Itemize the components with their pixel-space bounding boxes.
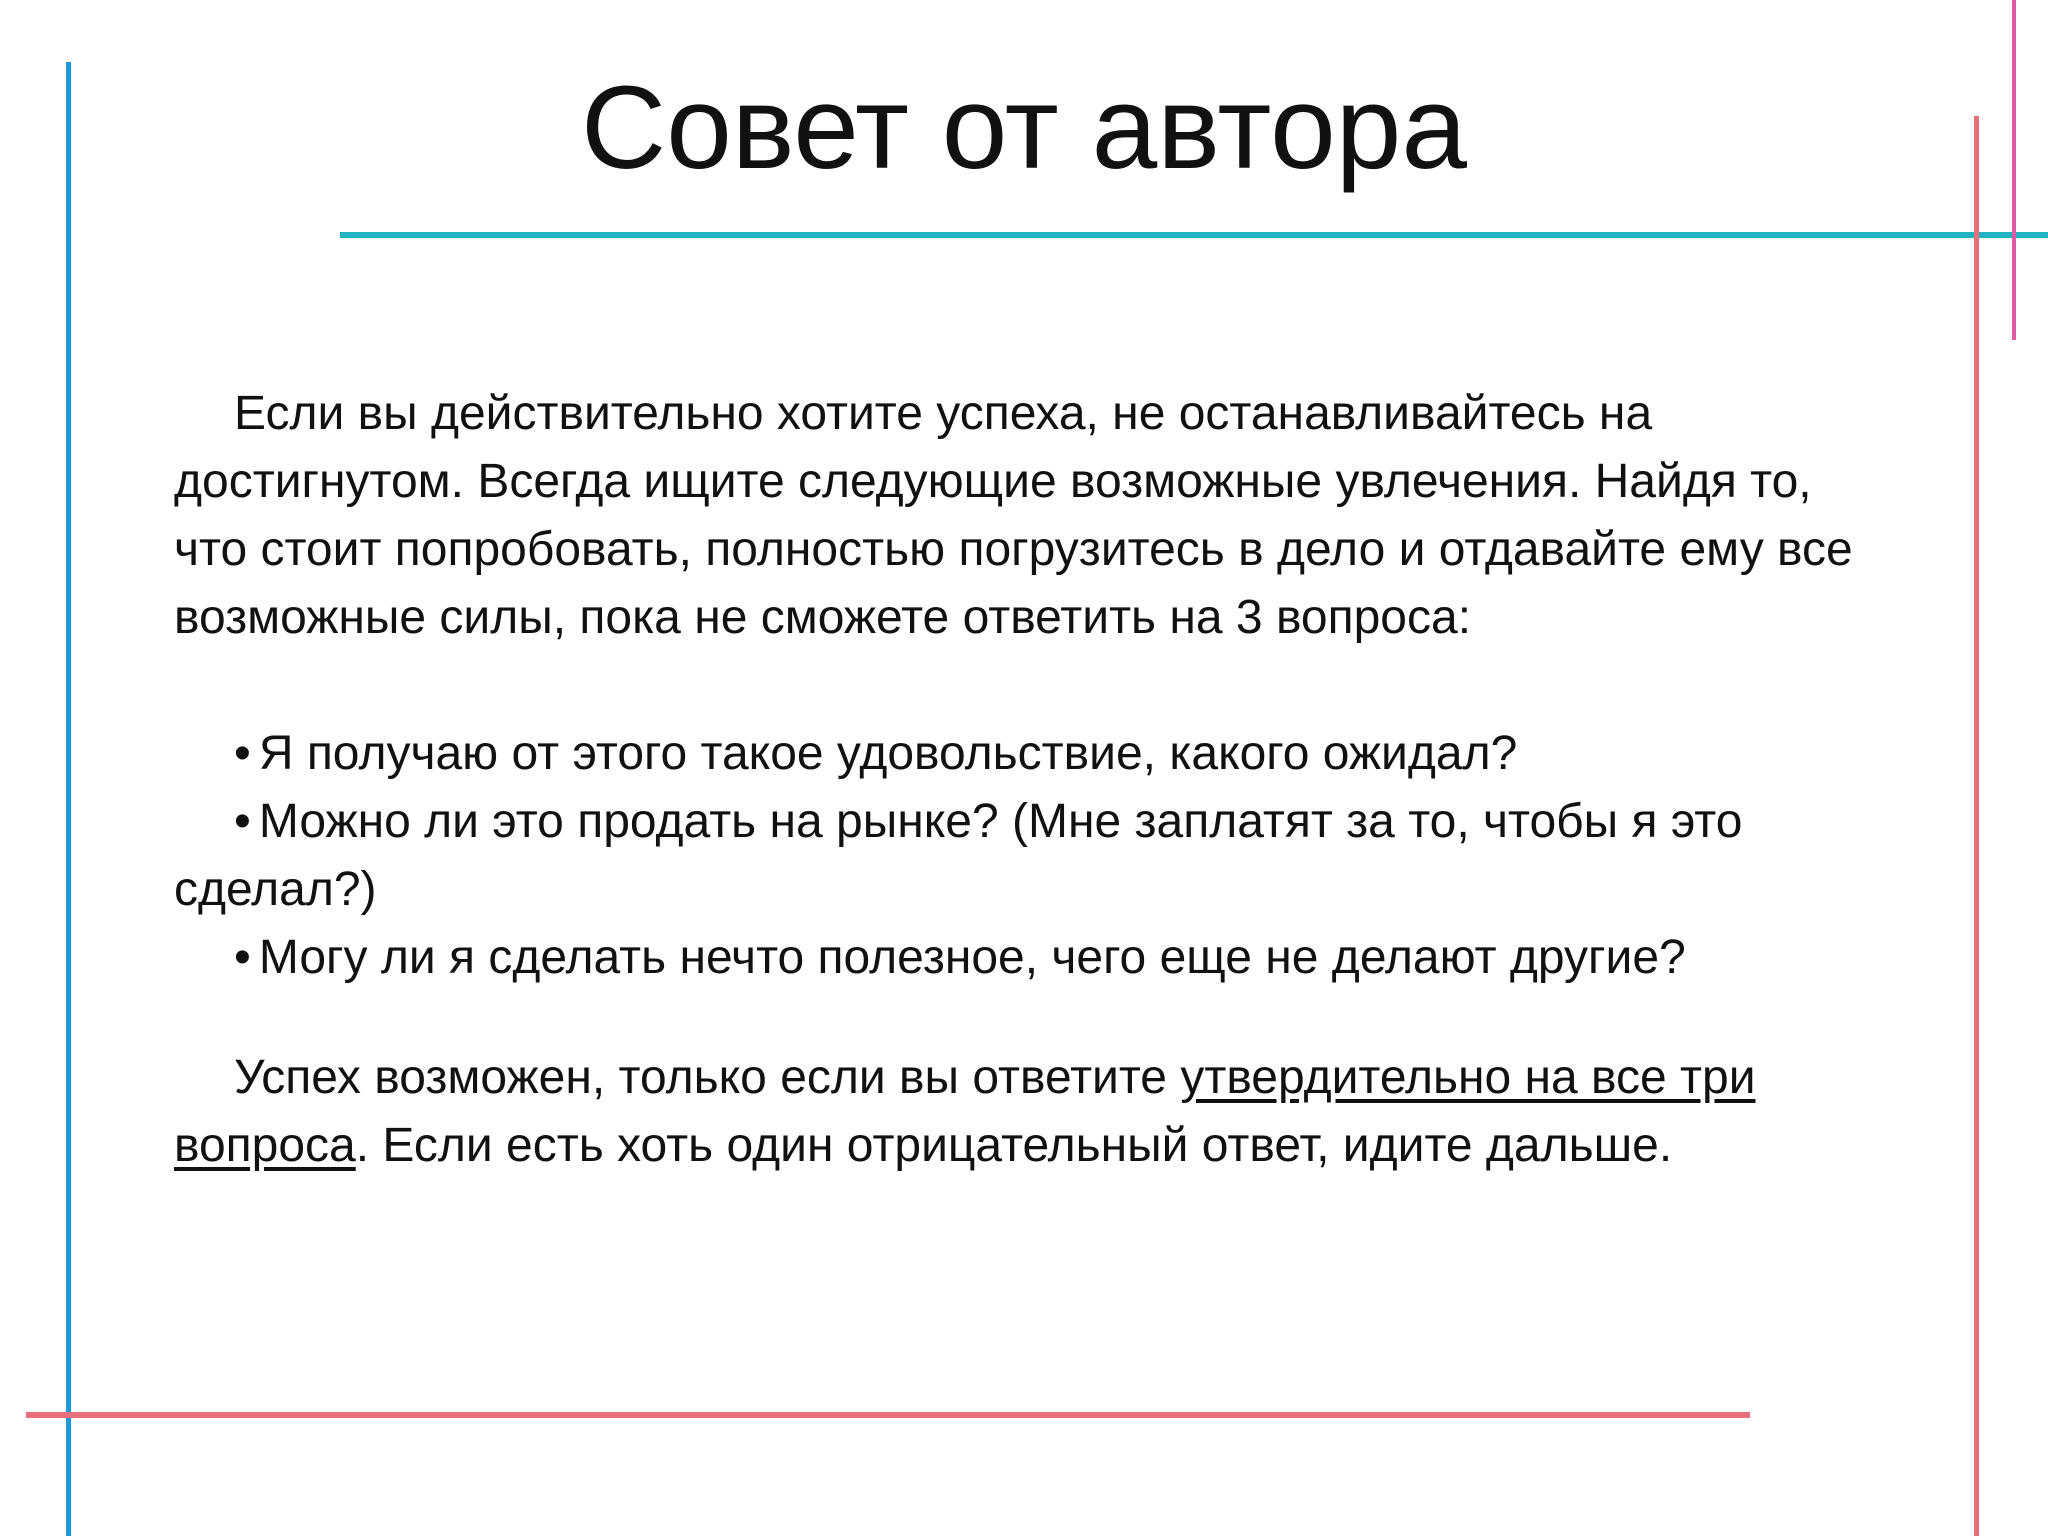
bullet-icon: • (234, 727, 251, 780)
title-underline-decorative-line (340, 232, 2048, 238)
list-item (174, 924, 1894, 992)
right-decorative-line (1974, 116, 1979, 1536)
conclusion-text-end: . Если есть хоть один отрицательный ответ, идите дальше. (355, 1119, 1673, 1172)
list-item (174, 720, 1894, 788)
intro-paragraph: Если вы действительно хотите успеха, не останавливайтесь на достигнутом. Всегда ищите следующие возможные увлечения. Найдя то, что стоит попробовать, полностью погрузитесь в дело и отдавайте ему все возможные силы, пока не сможете ответить на 3 вопроса: (174, 387, 1853, 644)
slide-title: Совет от автора (581, 62, 1467, 194)
bottom-decorative-line (26, 1412, 1750, 1418)
conclusion-text-start: Успех возможен, только если вы ответите (234, 1051, 1181, 1104)
list-item-text: Могу ли я сделать нечто полезное, чего еще не делают другие? (258, 931, 1686, 984)
bullet-icon: • (234, 795, 251, 848)
slide-body (174, 380, 1894, 1180)
left-decorative-line (66, 62, 71, 1536)
bullet-icon: • (234, 931, 251, 984)
question-list (174, 720, 1894, 992)
list-item-text: Можно ли это продать на рынке? (Мне заплатят за то, чтобы я это сделал?) (174, 795, 1743, 916)
conclusion-emphasis: утвердительно на все три вопроса (174, 1051, 1756, 1172)
list-item (174, 788, 1894, 924)
list-item-text: Я получаю от этого такое удовольствие, какого ожидал? (258, 727, 1518, 780)
conclusion-paragraph (174, 1044, 1894, 1180)
